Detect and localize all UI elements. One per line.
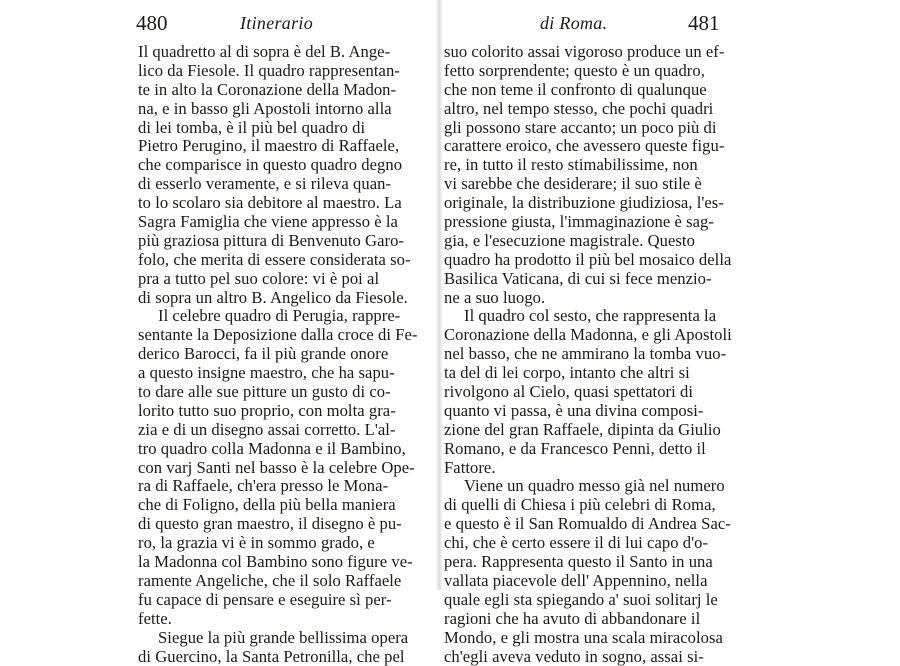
left-page-number: 480 [136, 12, 168, 34]
text-line: folo, che merita di essere considerata so- [138, 251, 418, 270]
text-line: che non teme il confronto di qualunque [444, 81, 728, 100]
text-line: che comparisce in questo quadro degno [138, 156, 418, 175]
text-line: più graziosa pittura di Benvenuto Garo- [138, 232, 418, 251]
text-line: Il quadretto al di sopra è del B. Ange- [138, 43, 418, 62]
text-line: na, e in basso gli Apostoli intorno alla [138, 100, 418, 119]
text-line: tro quadro colla Madonna e il Bambino, [138, 440, 418, 459]
text-line: suo colorito assai vigoroso produce un ef- [444, 43, 728, 62]
text-line: quanto vi passa, è una divina composi- [444, 402, 728, 421]
text-line: Siegue la più grande bellissima opera [138, 629, 418, 648]
text-line: Basilica Vaticana, di cui si fece menzio- [444, 270, 728, 289]
text-line: pra a tutto pel suo colore: vi è poi al [138, 270, 418, 289]
text-line: con varj Santi nel basso è la celebre Ope- [138, 459, 418, 478]
text-line: chi, che è certo essere il di lui capo d'o- [444, 534, 728, 553]
right-page [440, 0, 900, 590]
text-line: lorito tutto suo proprio, con molta gra- [138, 402, 418, 421]
text-line: pressione giusta, l'immaginazione è sag- [444, 213, 728, 232]
text-line: di lei tomba, è il più bel quadro di [138, 119, 418, 138]
text-line: vallata piacevole dell' Appennino, nella [444, 572, 728, 591]
text-line: nel basso, che ne ammirano la tomba vuo- [444, 345, 728, 364]
text-line: Fattore. [444, 459, 728, 478]
text-line: sentante la Deposizione dalla croce di Fe- [138, 326, 418, 345]
text-line: Viene un quadro messo già nel numero [444, 477, 728, 496]
text-line: originale, la distribuzione giudiziosa, l'es- [444, 194, 728, 213]
right-page-number: 481 [688, 12, 720, 34]
text-line: ro, la grazia vi è in sommo grado, e [138, 534, 418, 553]
text-line: ne a suo luogo. [444, 289, 728, 308]
text-line: di esserlo veramente, e si rileva quan- [138, 175, 418, 194]
text-line: zione del gran Raffaele, dipinta da Giulio [444, 421, 728, 440]
text-line: a questo insigne maestro, che ha sapu- [138, 364, 418, 383]
text-line: Sagra Famiglia che viene appresso è la [138, 213, 418, 232]
text-line: re, in tutto il resto stimabilissime, non [444, 156, 728, 175]
text-line: di sopra un altro B. Angelico da Fiesole. [138, 289, 418, 308]
left-page [0, 0, 440, 590]
text-line: fette. [138, 610, 418, 629]
text-line: Romano, e da Francesco Penni, detto il [444, 440, 728, 459]
text-line: Il celebre quadro di Perugia, rappre- [138, 307, 418, 326]
text-line: ramente Angeliche, che il solo Raffaele [138, 572, 418, 591]
text-line: quadro ha prodotto il più bel mosaico della [444, 251, 728, 270]
text-line: altro, nel tempo stesso, che pochi quadri [444, 100, 728, 119]
text-line: ch'egli aveva veduto in sogno, assai si- [444, 648, 728, 666]
text-line: pera. Rappresenta questo il Santo in una [444, 553, 728, 572]
text-line: lico da Fiesole. Il quadro rappresentan- [138, 62, 418, 81]
text-line: te in alto la Coronazione della Madon- [138, 81, 418, 100]
text-line: to lo scolaro sia debitore al maestro. La [138, 194, 418, 213]
text-line: fu capace di pensare e eseguire sì per- [138, 591, 418, 610]
text-line: e questo è il San Romualdo di Andrea Sac- [444, 515, 728, 534]
text-line: Il quadro col sesto, che rappresenta la [444, 307, 728, 326]
text-line: carattere eroico, che avessero queste figu- [444, 137, 728, 156]
right-page-body [444, 43, 728, 666]
text-line: Coronazione della Madonna, e gli Apostoli [444, 326, 728, 345]
text-line: ta del di lei corpo, intanto che altri si [444, 364, 728, 383]
text-line: gia, e l'esecuzione magistrale. Questo [444, 232, 728, 251]
text-line: la Madonna col Bambino sono figure ve- [138, 553, 418, 572]
text-line: di questo gran maestro, il disegno è pu- [138, 515, 418, 534]
text-line: Mondo, e gli mostra una scala miracolosa [444, 629, 728, 648]
left-page-body [138, 43, 418, 666]
text-line: derico Barocci, fa il più grande onore [138, 345, 418, 364]
left-running-head: Itinerario [240, 12, 313, 34]
text-line: ragioni che ha avuto di abbandonare il [444, 610, 728, 629]
right-running-head: di Roma. [540, 12, 607, 34]
text-line: quale egli sta spiegando a' suoi solitarj le [444, 591, 728, 610]
text-line: fetto sorprendente; questo è un quadro, [444, 62, 728, 81]
text-line: di quelli di Chiesa i più celebri di Roma, [444, 496, 728, 515]
text-line: di Guercino, la Santa Petronilla, che pel [138, 648, 418, 666]
text-line: to dare alle sue pitture un gusto di co- [138, 383, 418, 402]
text-line: zia e di un disegno assai corretto. L'al- [138, 421, 418, 440]
text-line: Pietro Perugino, il maestro di Raffaele, [138, 137, 418, 156]
text-line: gli possono stare accanto; un poco più di [444, 119, 728, 138]
text-line: rivolgono al Cielo, quasi spettatori di [444, 383, 728, 402]
text-line: che di Foligno, della più bella maniera [138, 496, 418, 515]
text-line: ra di Raffaele, ch'era presso le Mona- [138, 477, 418, 496]
text-line: vi sarebbe che desiderare; il suo stile è [444, 175, 728, 194]
